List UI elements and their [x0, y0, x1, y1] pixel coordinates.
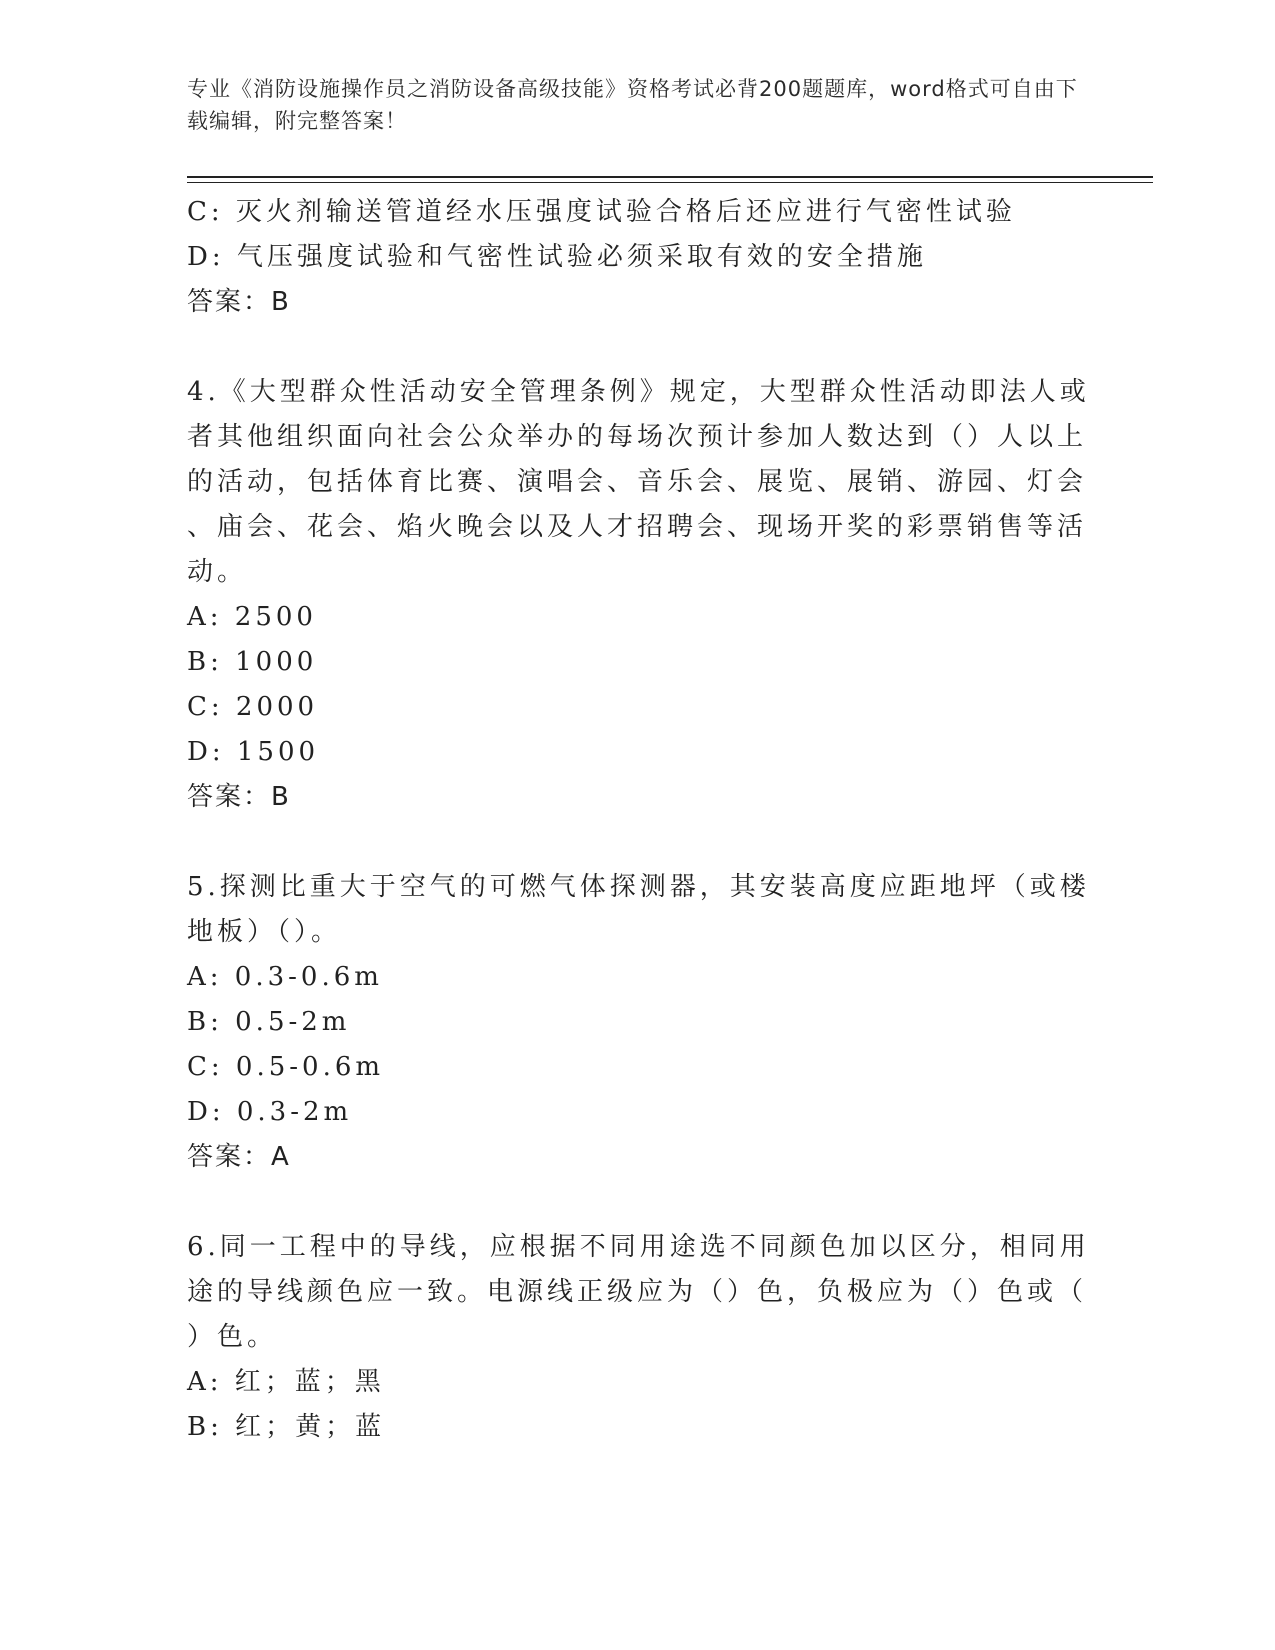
option-b: B: 0.5-2m: [187, 1007, 351, 1037]
option-d: D: 气压强度试验和气密性试验必须采取有效的安全措施: [187, 242, 927, 272]
question-stem-line: 的活动，包括体育比赛、演唱会、音乐会、展览、展销、游园、灯会: [187, 467, 1088, 497]
question-list: [187, 190, 1090, 1450]
question-6: [187, 1225, 1090, 1450]
answer: 答案：B: [187, 287, 291, 317]
question-stem-line: 、庙会、花会、焰火晚会以及人才招聘会、现场开奖的彩票销售等活: [187, 512, 1088, 542]
option-d: D: 1500: [187, 737, 320, 767]
question-stem-line: 6.同一工程中的导线，应根据不同用途选不同颜色加以区分，相同用: [187, 1232, 1090, 1262]
document-header: 专业《消防设施操作员之消防设备高级技能》资格考试必背200题题库，word格式可自由下载编辑，附完整答案！: [187, 77, 1078, 133]
option-c: C: 2000: [187, 692, 319, 722]
answer: 答案：A: [187, 1142, 291, 1172]
question-stem-line: 地板）（）。: [187, 917, 342, 947]
option-c: C: 灭火剂输送管道经水压强度试验合格后还应进行气密性试验: [187, 197, 1016, 227]
prev-question-tail: [187, 190, 1067, 325]
question-stem-line: 者其他组织面向社会公众举办的每场次预计参加人数达到（）人以上: [187, 422, 1088, 452]
answer: 答案：B: [187, 782, 291, 812]
question-stem-line: ）色。: [187, 1322, 278, 1352]
option-b: B: 红；黄；蓝: [187, 1412, 386, 1442]
header-rule-thin: [187, 182, 1153, 183]
header-rule-thick: [187, 176, 1153, 178]
question-stem-line: 4.《大型群众性活动安全管理条例》规定，大型群众性活动即法人或: [187, 377, 1090, 407]
question-4: [187, 370, 1090, 820]
question-stem-line: 途的导线颜色应一致。电源线正级应为（）色，负极应为（）色或（: [187, 1277, 1088, 1307]
option-b: B: 1000: [187, 647, 318, 677]
option-a: A: 2500: [187, 602, 317, 632]
option-a: A: 红；蓝；黑: [187, 1367, 385, 1397]
option-d: D: 0.3-2m: [187, 1097, 353, 1127]
option-c: C: 0.5-0.6m: [187, 1052, 385, 1082]
question-stem-line: 5.探测比重大于空气的可燃气体探测器，其安装高度应距地坪（或楼: [187, 872, 1090, 902]
option-a: A: 0.3-0.6m: [187, 962, 383, 992]
question-stem-line: 动。: [187, 557, 248, 587]
question-5: [187, 865, 1090, 1180]
